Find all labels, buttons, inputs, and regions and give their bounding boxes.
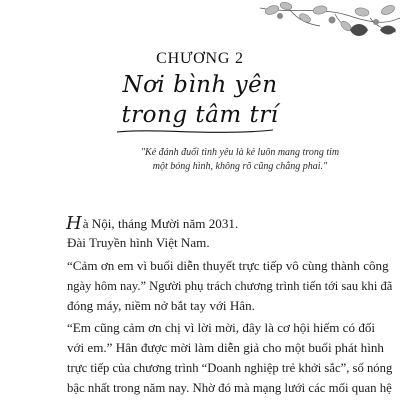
paragraph-first-line — [66, 214, 238, 232]
body-line: “Cảm ơn em vì buổi diễn thuyết trực tiếp vô cùng thành công — [67, 258, 389, 273]
chapter-title-line-1: Nơi bình yên — [122, 72, 278, 98]
body-line: trực tiếp của chương trình “Doanh nghiệp trẻ khởi sắc”, số nóng — [67, 360, 393, 375]
chapter-number: CHƯƠNG 2 — [156, 50, 244, 67]
body-line: ngày hôm nay.” Người phụ trách chương trình tiến tới sau khi đã — [67, 278, 393, 293]
body-line: đóng máy, niềm nở bắt tay với Hân. — [67, 298, 255, 313]
epigraph-line-1: "Kẻ đánh đuổi tình yêu là kẻ luôn mang trong tim — [140, 147, 340, 158]
drop-cap: H — [66, 213, 82, 234]
body-text: à Nội, tháng Mười năm 2031. — [82, 216, 239, 231]
epigraph-line-2: một bóng hình, không rõ cũng chẳng phai." — [152, 161, 328, 172]
body-line: “Em cũng cảm ơn chị vì lời mời, đây là cơ hội hiếm có đối — [67, 320, 376, 335]
body-line: với em.” Hân được mời làm diễn giả cho một buổi phát hình — [67, 340, 384, 355]
body-line: Đài Truyền hình Việt Nam. — [67, 235, 210, 250]
floral-ornament-icon — [250, 0, 400, 42]
body-line: bậc nhất trong năm nay. Nhờ đó mà mạng lưới các mối quan hệ — [67, 380, 392, 395]
title-underline-flourish — [115, 124, 275, 138]
chapter-title-line-2: trong tâm trí — [121, 102, 279, 128]
